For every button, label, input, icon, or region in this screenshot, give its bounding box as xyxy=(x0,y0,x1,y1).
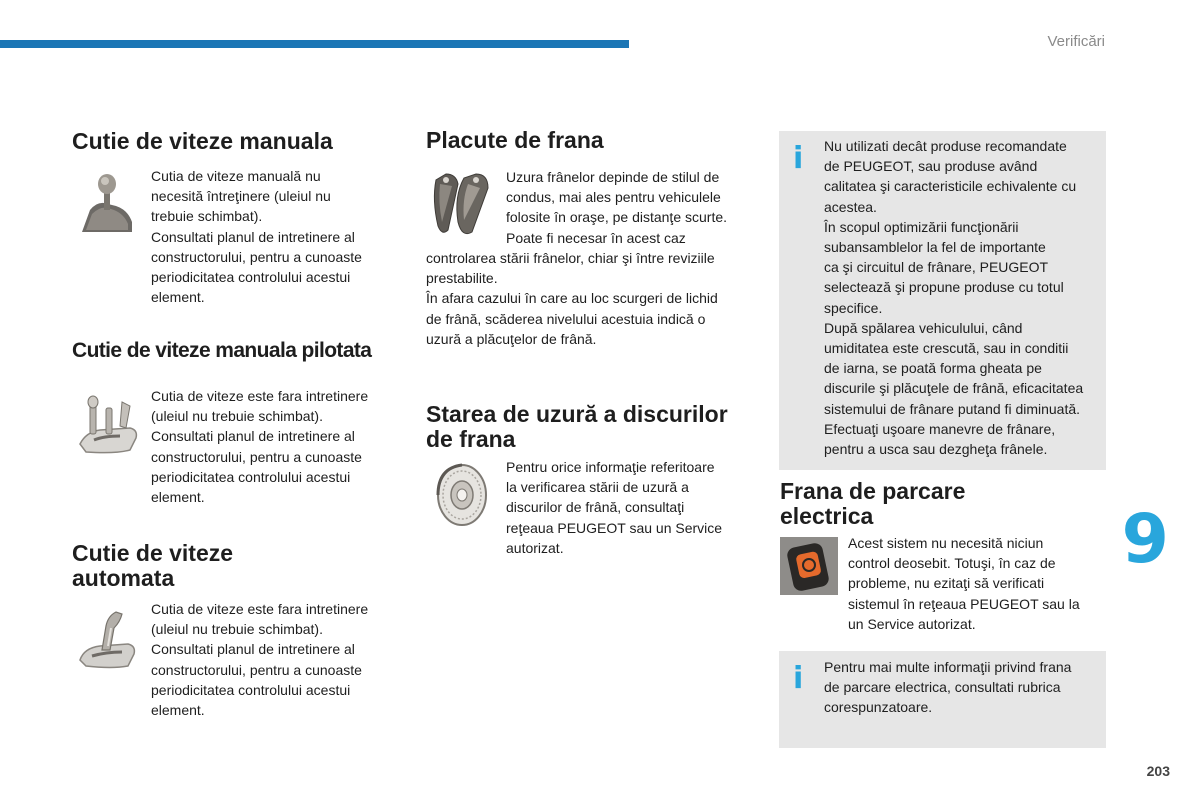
header-accent-bar xyxy=(0,40,629,48)
text-disc-wear: Pentru orice informaţie referitoare la verificarea stării de uzură a discurilor de frână, consultaţi reţeaua PEUGEOT sau un Service autorizat. xyxy=(506,459,723,556)
electric-parking-brake-icon xyxy=(780,537,838,595)
brake-disc-icon xyxy=(432,462,490,528)
info-box-parking-brake xyxy=(779,651,1106,748)
text-electric-parking-brake: Acest sistem nu necesită niciun control deosebit. Totuşi, în caz de probleme, nu ezitaţi să verificati sistemul în reţeaua PEUGEOT sau la un Service autorizat. xyxy=(848,535,1080,632)
automatic-gear-lever-icon xyxy=(76,606,138,670)
text-automatic-gearbox: Cutia de viteze este fara intretinere (uleiul nu trebuie schimbat). Consultati planul de intretinere al constructorului, pentru a cunoaste periodicitatea controlului acestui element. xyxy=(151,601,369,719)
text-manual-gearbox: Cutia de viteze manuală nu necesită întreţinere (uleiul nu trebuie schimbat). Consultati planul de intretinere al constructorului, pentru a cunoaste periodicitatea controlului acestui element. xyxy=(151,168,362,306)
info-text-parking-brake: Pentru mai multe informaţii privind frana de parcare electrica, consultati rubrica corespunzatoare. xyxy=(824,659,1072,716)
heading-manual-gearbox: Cutie de viteze manuala xyxy=(72,128,333,154)
heading-brake-pads: Placute de frana xyxy=(426,127,604,153)
text-brake-pads-intro: Uzura frânelor depinde de stilul de condus, mai ales pentru vehiculele folosite în oraşe, pe distanţe scurte. Poate fi necesar în acest caz xyxy=(506,169,728,246)
info-icon: i xyxy=(793,141,804,176)
heading-disc-wear: Starea de uzură a discurilor de frana xyxy=(426,401,728,452)
info-box-recommended-products xyxy=(779,131,1106,470)
manual-gear-lever-icon xyxy=(78,170,136,236)
piloted-gear-lever-icon xyxy=(76,392,140,456)
heading-automatic-gearbox: Cutie de viteze automata xyxy=(72,540,234,591)
heading-electric-parking-brake: Frana de parcare electrica xyxy=(780,478,966,529)
text-brake-pads-details: controlarea stării frânelor, chiar şi între reviziile prestabilite. În afara cazului în care au loc scurgeri de lichid de frână, scăderea nivelului acestuia indică o uzură a plăcuţelor de frână. xyxy=(426,250,718,347)
chapter-number: 9 xyxy=(1121,500,1169,579)
info-text-recommended-products: Nu utilizati decât produse recomandate de PEUGEOT, sau produse având calitatea şi caracteristicile echivalente cu acestea. În scopul optimizării funcţionării subansamblelor la fel de importante ca şi circuitul de frânare, PEUGEOT selectează şi propune produse cu totul specifice. După spălarea vehiculului, când umiditatea este crescută, sau in conditii de iarna, se poată forma gheata pe discurile şi plăcuţele de frână, eficacitatea sistemului de frânare putand fi diminuată. Efectuaţi uşoare manevre de frânare, pentru a usca sau dezgheţa frânele. xyxy=(824,138,1084,458)
info-icon: i xyxy=(793,661,804,696)
heading-piloted-gearbox: Cutie de viteze manuala pilotata xyxy=(72,339,372,362)
text-piloted-gearbox: Cutia de viteze este fara intretinere (uleiul nu trebuie schimbat). Consultati planul de intretinere al constructorului, pentru a cunoaste periodicitatea controlului acestui element. xyxy=(151,388,369,506)
brake-pads-icon xyxy=(430,170,496,240)
section-label: Verificări xyxy=(1047,33,1105,50)
page-number: 203 xyxy=(1146,763,1170,779)
